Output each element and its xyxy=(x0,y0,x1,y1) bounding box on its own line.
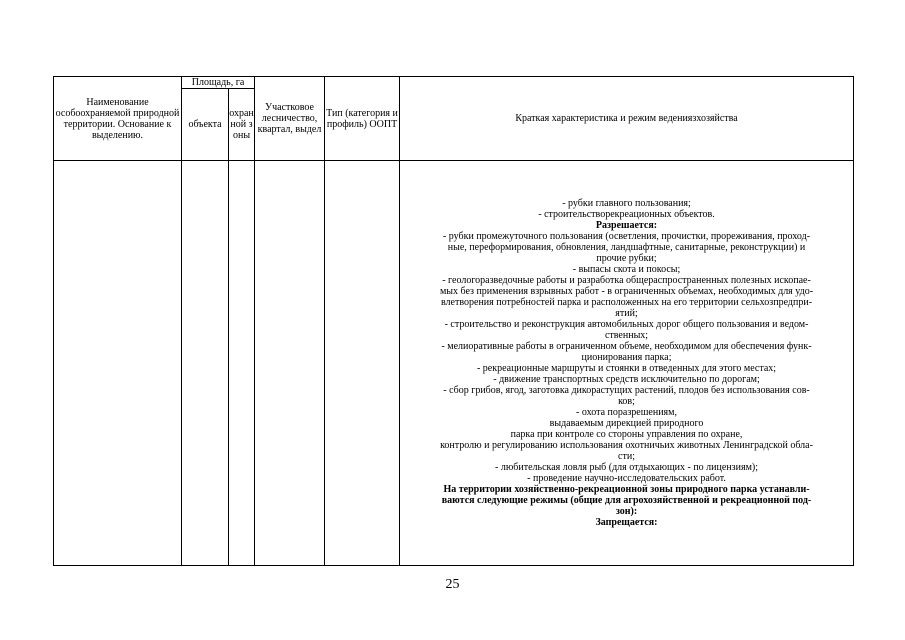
description-line: ственных; xyxy=(604,330,649,341)
description-line: прочие рубки; xyxy=(596,253,657,264)
description-line: Разрешается: xyxy=(595,220,658,231)
header-name: Наименование особоохраняемой природной территории. Основание к выделению. xyxy=(54,77,182,161)
header-area-object: объекта xyxy=(182,89,229,161)
description-line: сти; xyxy=(618,451,635,462)
description-line: ваются следующие режимы (общие для агрохозяйственной и рекреационной под- xyxy=(441,495,812,506)
description-line: - строительстворекреационных объектов. xyxy=(538,209,715,220)
header-area-protect: охранной зоны xyxy=(229,89,255,161)
description-line: ные, переформирования, обновления, ландшафтные, санитарные, реконструкции) и xyxy=(447,242,806,253)
description-line: выдаваемым дирекцией природного xyxy=(549,418,704,429)
description-line: Запрещается: xyxy=(595,517,658,528)
description-line: - рекреационные маршруты и стоянки в отведенных для этого местах; xyxy=(476,363,777,374)
cell-area-protect xyxy=(229,161,255,566)
description-line: - движение транспортных средств исключительно по дорогам; xyxy=(493,374,760,385)
header-area: Площадь, га xyxy=(182,77,255,89)
header-forestry: Участковое лесничество, квартал, выдел xyxy=(255,77,325,161)
description-line: - геологоразведочные работы и разработка общераспространенных полезных ископае- xyxy=(442,275,811,286)
description-line: ков; xyxy=(618,396,635,407)
description-line: ятий; xyxy=(615,308,638,319)
description-line: ционирования парка; xyxy=(581,352,672,363)
header-type: Тип (категория и профиль) ООПТ xyxy=(325,77,400,161)
description-line: - выпасы скота и покосы; xyxy=(572,264,681,275)
description-line: мых без применения взрывных работ - в ограниченных объемах, необходимых для удо- xyxy=(439,286,814,297)
cell-forestry xyxy=(255,161,325,566)
description-line: На территории хозяйственно-рекреационной зоны природного парка устанавли- xyxy=(443,484,810,495)
description-line: контролю и регулированию использования охотничьих животных Ленинградской обла- xyxy=(440,440,813,451)
description-line: влетворения потребностей парка и расположенных на его территории сельхозпредпри- xyxy=(440,297,813,308)
description-line: - охота поразрешениям, xyxy=(576,407,677,418)
cell-name xyxy=(54,161,182,566)
page-number: 25 xyxy=(445,577,460,592)
description-line: - сбор грибов, ягод, заготовка дикорастущих растений, плодов без использования сов- xyxy=(443,385,810,396)
description-line: - любительская ловля рыб (для отдыхающих - по лицензиям); xyxy=(495,462,759,473)
description-line: парка при контроле со стороны управления по охране, xyxy=(510,429,743,440)
description-line: - рубки промежуточного пользования (осветления, прочистки, прореживания, проход- xyxy=(442,231,811,242)
cell-area-object xyxy=(182,161,229,566)
description-line: - проведение научно-исследовательских работ. xyxy=(527,473,726,484)
description-line: - строительство и реконструкция автомобильных дорог общего пользования и ведом- xyxy=(444,319,809,330)
description-line: зон): xyxy=(615,506,638,517)
header-description: Краткая характеристика и режим ведениязхозяйства xyxy=(400,77,854,161)
regime-table xyxy=(53,76,854,566)
cell-description xyxy=(400,161,854,566)
description-line: - мелиоративные работы в ограниченном объеме, необходимом для обеспечения функ- xyxy=(441,341,812,352)
cell-type xyxy=(325,161,400,566)
description-line: - рубки главного пользования; xyxy=(562,198,691,209)
